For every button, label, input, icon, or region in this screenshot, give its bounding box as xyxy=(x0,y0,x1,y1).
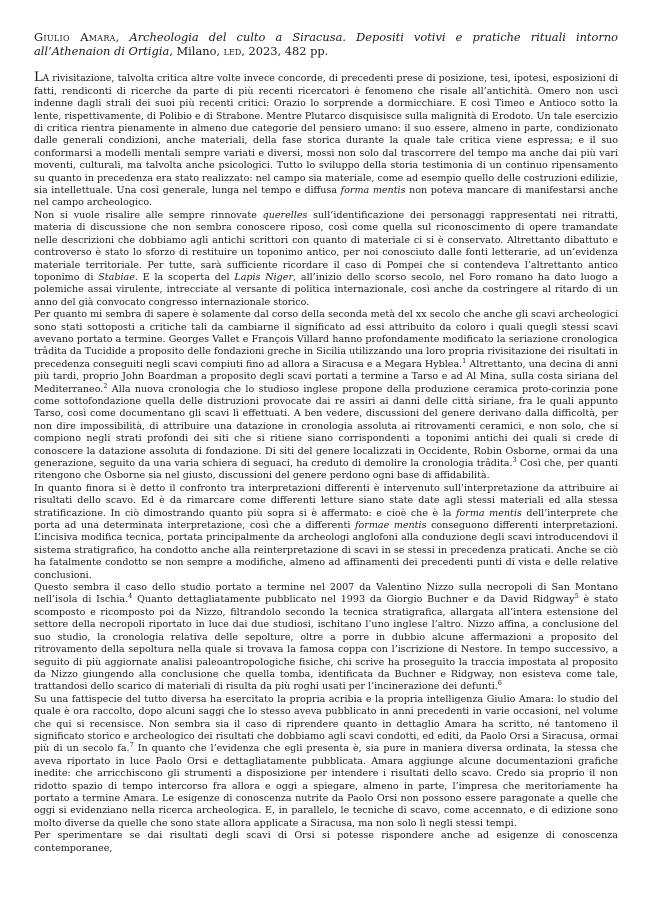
text-run: In quanto che l’evidenza che egli presenta è, sia pure in maniera diversa ordinata, la stessa che aveva riportato in luce Paolo Orsi e dettagliatamente pubblicata. Amara aggiunge alcune documentazioni grafiche inedite: che arricchiscono gli strumenti a disposizione per intendere i risultati dello scavo. Credo sia proprio il non ridotto spazio di tempo intercorso fra allora e oggi a spiegare, almeno in parte, l’impresa che meritoriamente ha portato a termine Amara. Le esigenze di conoscenza nutrite da Paolo Orsi non possono essere paragonate a quelle che oggi si evidenziano nella ricerca archeologica. E, in parallelo, le tecniche di scavo, come accennato, e di edizione sono molto diverse da quelle che sono state allora applicate a Siracusa, ma non solo lì negli stessi tempi. xyxy=(34,743,618,829)
text-run: . E la scoperta del xyxy=(134,271,235,283)
text-run: Per sperimentare se dai risultati degli scavi di Orsi si potesse rispondere anche ad esigenze di conoscenza contemporanee, xyxy=(34,830,618,854)
book-details: , 2023, 482 pp. xyxy=(241,44,329,59)
paragraph xyxy=(34,582,618,694)
paragraph xyxy=(34,830,618,855)
header-separator: , xyxy=(115,30,130,44)
footnote-ref: 6 xyxy=(497,679,502,688)
text-run: , all’inizio dello scorso secolo, nel Foro romano ha dato luogo a polemiche assai virulente, intrecciate al versante di politica internazionale, così anche da costringere al ritardo di un anno del già convocato congresso internazionale storico. xyxy=(34,271,618,308)
opening-words: La xyxy=(34,70,50,86)
text-run: rivisitazione, talvolta critica altre volte invece concorde, di precedenti prese di posizione, tesi, ipotesi, esposizioni di fatti, rendiconti di ricerche da parte di più recenti ricercatori è fenomeno che risale all’antichità. Omero non uscì indenne dagli strali dei suoi più recenti critici: Orazio lo sorprende a dormicchiare. E così Timeo e Antioco sotto la lente, rispettivamente, di Polibio e di Strabone. Mentre Plutarco disquisisce sulla malignità di Erodoto. Un tale esercizio di critica rientra pienamente in almeno due categorie del pensiero umano: il suo essere, almeno in parte, condizionato dalle generali condizioni, anche materiali, della fase storica durante la quale tale critica viene espressa; e il suo conformarsi a modelli mentali sempre variati e diversi, mossi non solo dal trascorrere del tempo ma anche dai più vari moventi, culturali, ma talvolta anche psicologici. Tutto lo sviluppo della storia testimonia di un continuo ripensamento su quanto in precedenza era stato realizzato: nel campo sia materiale, come ad esempio quello delle costruzioni edilizie, sia intellettuale. Una così generale, lunga nel tempo e diffusa xyxy=(34,73,618,197)
footnote-ref: 5 xyxy=(574,592,579,601)
paragraph xyxy=(34,694,618,830)
review-header xyxy=(34,30,618,58)
book-author: Giulio Amara xyxy=(34,30,116,44)
paragraph xyxy=(34,483,618,582)
italic-text: forma mentis xyxy=(340,185,406,197)
text-run: non poteva mancare di manifestarsi anche nel campo archeologico. xyxy=(34,185,618,209)
paragraph xyxy=(34,309,618,483)
book-publisher: led xyxy=(223,44,242,59)
review-body xyxy=(34,72,618,855)
text-run: Non si vuole risalire alle sempre rinnovate xyxy=(34,209,263,221)
italic-text: Lapis Niger xyxy=(234,271,294,283)
text-run: Quanto dettagliatamente pubblicato nel 1993 da Giorgio Buchner e da David Ridgway xyxy=(132,594,575,606)
text-run: Altrettanto, una decina di anni più tardi, proprio John Boardman a proposito degli scavi portati a termine a Tarso e ad Al Mina, sulla costa siriana del Mediterraneo. xyxy=(34,358,618,395)
italic-text: querelles xyxy=(262,209,308,221)
italic-text: Stabiae xyxy=(98,271,135,283)
text-run: In quanto finora si è detto il confronto tra interpretazioni differenti è intervenuto sull’interpretazione da attribuire ai risultati dello scavo. Ed è da rimarcare come differenti letture siano state date agli stessi materiali ed alla stessa stratificazione. In ciò dimostrando quanto più sopra si è affermato: e cioè che è la xyxy=(34,482,618,519)
text-run: Per quanto mi sembra di sapere è solamente dal corso della seconda metà del xx secolo che anche gli scavi archeologici sono stati sottoposti a critiche tali da cambiarne il significato ad essi attribuito da coloro i quali quegli stessi scavi avevano portato a termine. Georges Vallet e François Villard hanno profondamente modificato la seriazione cronologica trâdita da Tucidide a proposito delle fondazioni greche in Sicilia utilizzando una loro propria rivisitazione dei risultati in precedenza conseguiti negli scavi compiuti fino ad allora a Siracusa e a Megara Hyblea. xyxy=(34,309,618,370)
italic-text: forma mentis xyxy=(456,507,522,519)
footnote-ref: 7 xyxy=(129,741,134,750)
text-run: Così che, per quanti ritengono che Osborne sia nel giusto, discussioni del genere perdono ogni base di affidabilità. xyxy=(34,458,618,482)
text-run: Alla nuova cronologia che lo studioso inglese propone della produzione ceramica proto-corinzia pone come sottofondazione quella delle distruzioni provocate dai re assiri ai danni delle città siriane, fra le quali appunto Tarso, così come documentano gli scavi lì effettuati. A ben vedere, discussioni del genere derivano dalla difficoltà, per non dire impossibilità, di attribuire una datazione in cronologia assoluta ai ritrovamenti ceramici, e non solo, che si compiono negli strati profondi dei siti che si ritiene siano corrispondenti a toponimi antichi dei quali si crede di conoscere la datazione assoluta di fondazione. Di siti del genere localizzati in Occidente, Robin Osborne, ormai da una generazione, seguito da una varia schiera di seguaci, ha creduto di demolire la cronologia trâdita. xyxy=(34,383,618,469)
text-run: è stato scomposto e ricomposto poi da Nizzo, filtrandolo secondo la tecnica stratigrafica, allargata all’intera estensione del settore della necropoli riportato in luce dai due studiosi, ischitano l’uno inglese l’altro. Nizzo affina, a conclusione del suo studio, la cronologia relativa delle sepolture, oltre a porre in dubbio alcune affermazioni a proposito del ritrovamento della sepoltura nella quale si trovava la famosa coppa con l’iscrizione di Nestore. In tempo successivo, a seguito di più aggiornate analisi paleoantropologiche fisiche, chi scrive ha proseguito la traccia impostata al proposito da Nizzo giungendo alla conclusione che quella tomba, identificata da Buchner e Ridgway, non esisteva come tale, trattandosi dello scarico di materiali di risulta da più roghi usati per l’incinerazione dei defunti. xyxy=(34,594,618,693)
footnote-ref: 2 xyxy=(103,381,108,390)
text-run: dell’interprete che porta ad una determinata interpretazione, così che a differenti xyxy=(34,507,618,532)
paragraph xyxy=(34,210,618,309)
text-run: Questo sembra il caso dello studio portato a termine nel 2007 da Valentino Nizzo sulla necropoli di San Montano nell’isola di Ischia. xyxy=(34,582,618,606)
footnote-ref: 3 xyxy=(512,455,517,464)
book-title: Archeologia del culto a Siracusa. Depositi votivi e pratiche rituali intorno all’Athenaion di Ortigia xyxy=(34,30,619,59)
paragraph xyxy=(34,72,618,209)
book-city: , Milano, xyxy=(169,44,224,59)
text-run: Su una fattispecie del tutto diversa ha esercitato la propria acribia e la propria intelligenza Giulio Amara: lo studio del quale è ora raccolto, dopo alcuni saggi che lo stesso aveva pubblicato in anni precedenti in varie occasioni, nel volume che qui si recensisce. Non sembra sia il caso di riprendere quanto in dettaglio Amara ha scritto, né tantomeno il significato storico e archeologico dei risultati che dobbiamo agli scavi condotti, ed editi, da Paolo Orsi a Siracusa, ormai più di un secolo fa. xyxy=(34,693,618,755)
text-run: sull’identificazione dei personaggi rappresentati nei ritratti, materia di discussione che non sembra conoscere riposo, così come quella sul riconoscimento di opere tramandate nelle descrizioni che dobbiamo agli antichi scrittori con quanto di materiale ci si è conservato. Altrettanto dibattuto e controverso è stato lo sforzo di restituire un toponimo antico, per noi conosciuto dalle fonti letterarie, ad un’evidenza materiale territoriale. Per tutte, sarà sufficiente ricordare il caso di Pompei che si contendeva l’altrettanto antico toponimo di xyxy=(34,209,618,283)
italic-text: formae mentis xyxy=(354,520,427,532)
text-run: conseguono differenti interpretazioni. L’incisiva modifica tecnica, portata principalmente da archeologi anglofoni alla conduzione degli scavi introducendovi il sistema stratigrafico, ha condotto anche alla reinterpretazione di scavi in se stessi in precedenza praticati. Anche se ciò ha fatalmente condotto se non sempre a modifiche, almeno ad affinamenti dei precedenti punti di vista e delle relative conclusioni. xyxy=(34,520,618,581)
footnote-ref: 4 xyxy=(128,592,133,601)
footnote-ref: 1 xyxy=(462,356,467,365)
